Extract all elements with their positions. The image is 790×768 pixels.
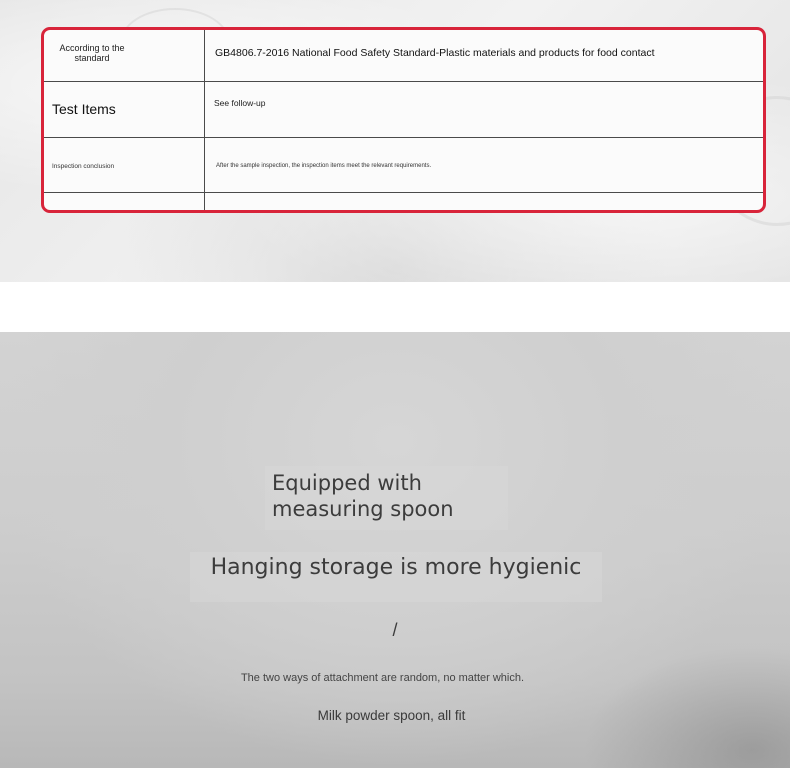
feature-section xyxy=(0,332,790,768)
table-value-cell xyxy=(205,138,763,192)
feature-subheading: Hanging storage is more hygienic xyxy=(210,555,582,580)
standard-value: GB4806.7-2016 National Food Safety Standard-Plastic materials and products for food contact xyxy=(215,47,655,59)
standard-label: According to the standard xyxy=(59,43,125,63)
feature-description: The two ways of attachment are random, no matter which. xyxy=(240,672,525,684)
table-value-cell xyxy=(205,82,763,137)
table-row xyxy=(44,82,763,138)
table-label-cell xyxy=(44,82,205,137)
table-value-cell xyxy=(205,193,763,213)
table-label-cell xyxy=(44,30,205,81)
test-items-label: Test Items xyxy=(52,101,116,117)
section-divider-band xyxy=(0,282,790,332)
table-label-cell xyxy=(44,193,205,213)
slash-divider: / xyxy=(392,620,398,640)
table-row xyxy=(44,138,763,193)
inspection-report-section xyxy=(0,0,790,282)
test-items-value: See follow-up xyxy=(214,98,266,108)
feature-note: Milk powder spoon, all fit xyxy=(317,708,466,723)
table-row xyxy=(44,30,763,82)
table-value-cell xyxy=(205,30,763,81)
conclusion-value: After the sample inspection, the inspection items meet the relevant requirements. xyxy=(216,163,432,169)
feature-heading: Equipped with measuring spoon xyxy=(272,471,454,521)
table-label-cell xyxy=(44,138,205,192)
heading-box xyxy=(265,466,508,530)
inspection-report-table xyxy=(41,27,766,213)
subheading-box xyxy=(190,552,602,602)
table-row xyxy=(44,193,763,213)
conclusion-label: Inspection conclusion xyxy=(52,163,115,170)
